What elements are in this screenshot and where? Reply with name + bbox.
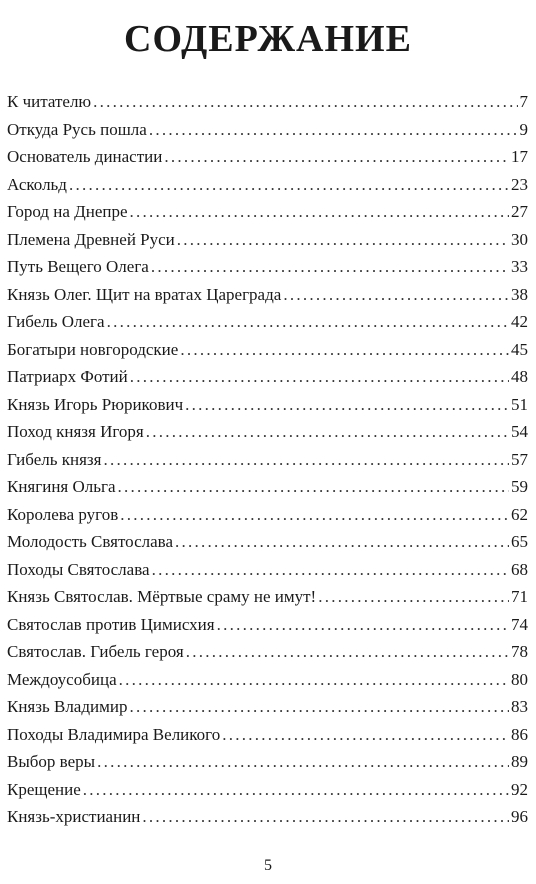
toc-entry-page: 86 [511,724,528,744]
toc-entry [7,776,528,804]
toc-entry-title: Племена Древней Руси [7,229,175,249]
dot-leader [107,308,509,336]
toc-entry [7,336,528,364]
toc-entry-page: 30 [511,229,528,249]
toc-entry-page: 74 [511,614,528,634]
dot-leader [103,446,509,474]
toc-entry [7,748,528,776]
toc-entry-title: Поход князя Игоря [7,422,144,441]
toc-entry [7,116,528,144]
toc-entry-title: Аскольд [7,174,67,194]
toc-entry-title: Князь Владимир [7,697,128,716]
toc-entry [7,721,528,749]
toc-entry-title: Выбор веры [7,752,96,771]
toc-entry [7,556,528,584]
toc-entry [7,693,528,721]
toc-entry-page: 33 [511,257,528,276]
dot-leader [164,143,509,171]
toc-entry-title: Откуда Русь пошла [7,119,147,139]
toc-entry-page: 78 [511,642,528,661]
table-of-contents [7,88,528,831]
page-number: 5 [264,857,272,874]
dot-leader [152,556,509,584]
toc-entry-title: К читателю [7,92,92,111]
toc-entry [7,171,528,199]
dot-leader [69,171,509,199]
toc-entry-title: Молодость Святослава [7,532,174,551]
toc-entry-page: 23 [511,174,528,194]
toc-entry-title: Путь Вещего Олега [7,257,149,276]
toc-entry-page: 71 [511,587,528,606]
toc-entry-page: 42 [511,312,528,331]
toc-entry [7,391,528,419]
toc-entry-title: Князь Святослав. Мёртвые сраму не имут! [7,587,317,606]
toc-entry [7,638,528,666]
toc-entry-title: Патриарх Фотий [7,367,128,386]
toc-entry-title: Королева ругов [7,504,119,524]
toc-entry-title: Междоусобица [7,669,117,689]
dot-leader [217,611,509,639]
toc-entry-page: 7 [519,92,528,111]
toc-entry-title: Гибель Олега [7,312,105,331]
toc-entry [7,418,528,446]
toc-entry-title: Крещение [7,779,81,799]
dot-leader [83,776,509,804]
page-title: СОДЕРЖАНИЕ [124,18,412,60]
toc-entry-page: 17 [511,147,528,166]
dot-leader [318,583,509,611]
toc-entry-page: 54 [511,422,528,441]
toc-entry-title: Княгиня Ольга [7,477,116,496]
dot-leader [93,88,517,116]
toc-entry-title: Князь Игорь Рюрикович [7,394,184,414]
toc-entry-title: Гибель князя [7,449,102,469]
toc-entry [7,253,528,281]
dot-leader [180,336,509,364]
dot-leader [151,253,509,281]
toc-entry [7,446,528,474]
dot-leader [130,198,509,226]
toc-entry [7,363,528,391]
dot-leader [119,666,509,694]
toc-entry-page: 65 [511,532,528,551]
toc-entry-page: 45 [511,339,528,359]
toc-entry-page: 48 [511,367,528,386]
dot-leader [97,748,509,776]
toc-entry-title: Святослав. Гибель героя [7,642,184,661]
dot-leader [222,721,509,749]
toc-entry-title: Князь Олег. Щит на вратах Цареграда [7,284,282,304]
toc-entry-title: Походы Владимира Великого [7,724,221,744]
toc-entry-page: 68 [511,559,528,579]
toc-entry-page: 9 [519,119,528,139]
toc-entry [7,281,528,309]
toc-entry [7,308,528,336]
toc-entry-page: 57 [511,449,528,469]
toc-entry [7,88,528,116]
toc-entry-title: Город на Днепре [7,202,128,221]
dot-leader [130,363,509,391]
toc-entry [7,611,528,639]
dot-leader [142,803,509,831]
dot-leader [149,116,518,144]
dot-leader [177,226,509,254]
dot-leader [186,638,509,666]
toc-entry-title: Походы Святослава [7,559,150,579]
toc-entry [7,666,528,694]
toc-entry-page: 83 [511,697,528,716]
dot-leader [129,693,509,721]
toc-entry-page: 51 [511,394,528,414]
toc-entry-page: 92 [511,779,528,799]
toc-entry [7,528,528,556]
toc-entry-page: 96 [511,807,528,826]
toc-entry [7,198,528,226]
toc-entry-title: Основатель династии [7,147,163,166]
dot-leader [185,391,509,419]
toc-entry [7,803,528,831]
toc-entry-title: Богатыри новгородские [7,339,179,359]
toc-entry [7,583,528,611]
toc-entry-page: 89 [511,752,528,771]
toc-entry-page: 27 [511,202,528,221]
dot-leader [283,281,509,309]
dot-leader [120,501,509,529]
toc-entry-title: Святослав против Цимисхия [7,614,215,634]
dot-leader [146,418,509,446]
toc-entry-page: 38 [511,284,528,304]
toc-entry [7,501,528,529]
toc-entry-page: 80 [511,669,528,689]
toc-entry-page: 62 [511,504,528,524]
toc-entry [7,473,528,501]
toc-entry [7,226,528,254]
dot-leader [175,528,509,556]
toc-entry [7,143,528,171]
dot-leader [118,473,509,501]
toc-entry-title: Князь-христианин [7,807,141,826]
toc-entry-page: 59 [511,477,528,496]
